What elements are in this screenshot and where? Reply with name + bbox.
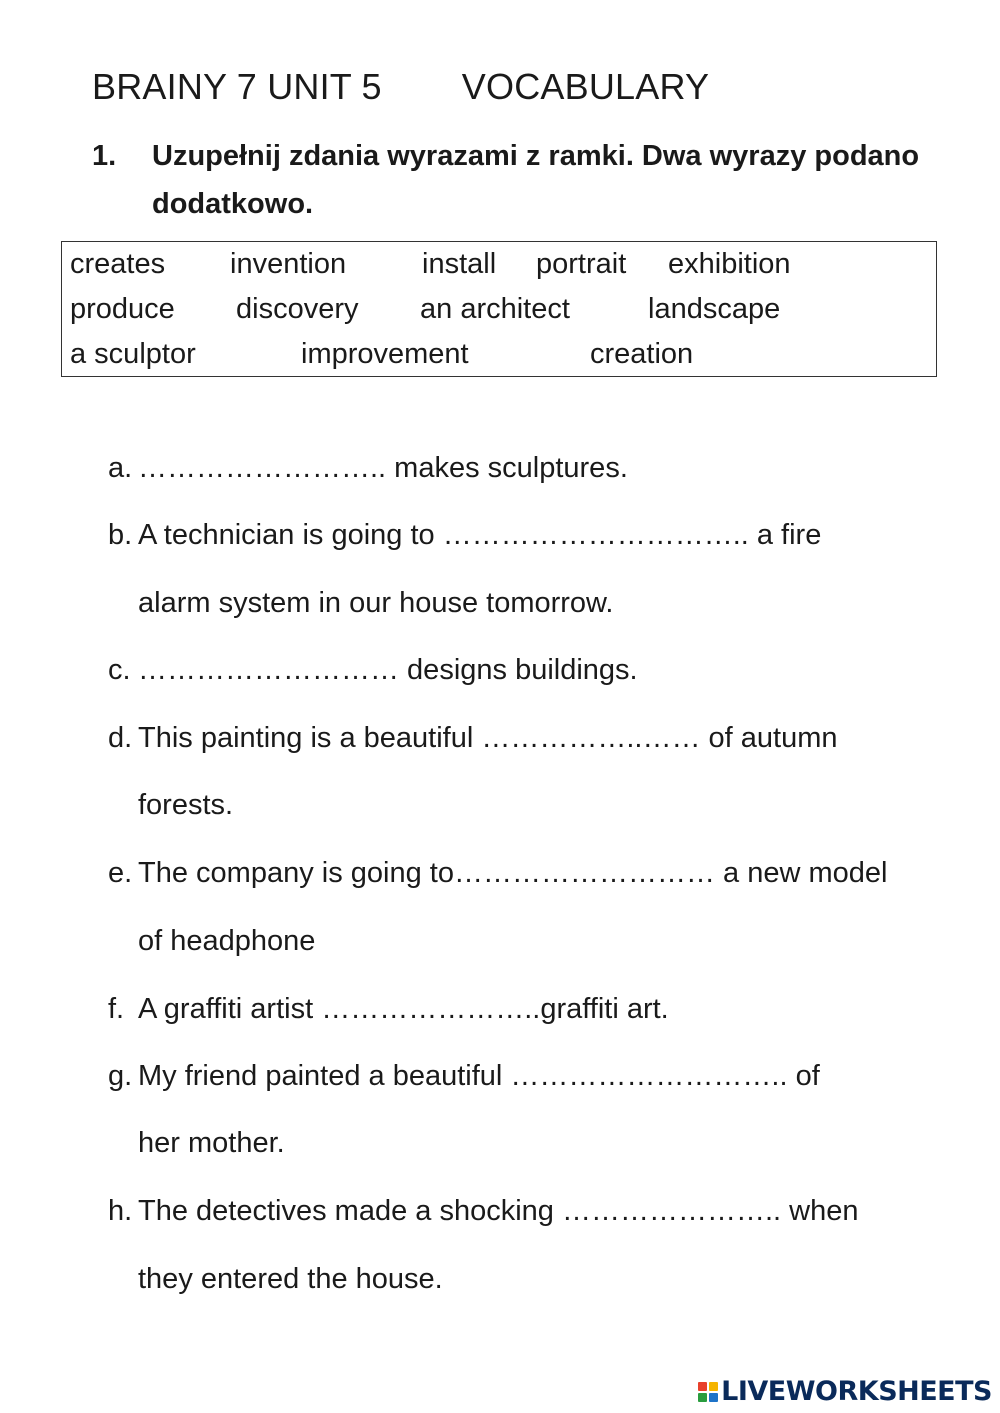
- logo-square: [709, 1382, 718, 1391]
- task-text: Uzupełnij zdania wyrazami z ramki. Dwa wyrazy podano dodatkowo.: [152, 140, 920, 220]
- question-g-continuation: her mother.: [138, 1127, 285, 1159]
- word-box-item: creates: [70, 248, 166, 280]
- question-letter: f.: [108, 993, 125, 1025]
- word-box-item: install: [422, 248, 497, 280]
- word-box-item: discovery: [236, 293, 359, 325]
- question-letter: a.: [108, 452, 133, 484]
- liveworksheets-logo[interactable]: [698, 1376, 992, 1407]
- word-box-item: an architect: [420, 293, 570, 325]
- question-letter: e.: [108, 857, 133, 889]
- logo-brand-text: LIVEWORKSHEETS: [721, 1376, 992, 1407]
- word-box-item: portrait: [536, 248, 627, 280]
- question-letter: d.: [108, 722, 133, 754]
- question-text: A graffiti artist …………………..graffiti art.: [138, 993, 669, 1025]
- question-text: The company is going to……………………… a new model: [138, 857, 888, 889]
- question-letter: c.: [108, 654, 131, 686]
- word-box-item: a sculptor: [70, 338, 196, 370]
- word-box-item: improvement: [301, 338, 469, 370]
- logo-grid-icon: [698, 1382, 718, 1402]
- logo-square: [698, 1393, 707, 1402]
- task-number: 1.: [92, 140, 117, 172]
- question-b-continuation: alarm system in our house tomorrow.: [138, 587, 614, 619]
- page-title: [92, 66, 709, 108]
- word-box-item: exhibition: [668, 248, 791, 280]
- question-text: This painting is a beautiful ……………..…… of autumn: [138, 722, 838, 754]
- question-d-continuation: forests.: [138, 789, 234, 821]
- word-box-item: produce: [70, 293, 175, 325]
- question-letter: g.: [108, 1060, 133, 1092]
- question-text: …………………….. makes sculptures.: [138, 452, 628, 484]
- word-box: [61, 241, 937, 377]
- word-box-item: invention: [230, 248, 347, 280]
- question-h-continuation: they entered the house.: [138, 1263, 443, 1295]
- question-letter: h.: [108, 1195, 133, 1227]
- task-instruction: [92, 132, 952, 228]
- word-box-item: creation: [590, 338, 694, 370]
- question-text: A technician is going to ………………………….. a fire: [138, 519, 822, 551]
- logo-square: [709, 1393, 718, 1402]
- question-text: The detectives made a shocking ………………….. when: [138, 1195, 859, 1227]
- logo-square: [698, 1382, 707, 1391]
- title-unit: BRAINY 7 UNIT 5: [92, 66, 382, 107]
- question-text: ……………………… designs buildings.: [138, 654, 638, 686]
- title-section: VOCABULARY: [461, 66, 710, 107]
- question-e-continuation: of headphone: [138, 925, 316, 957]
- question-letter: b.: [108, 519, 133, 551]
- question-text: My friend painted a beautiful ……………………….. of: [138, 1060, 820, 1092]
- word-box-item: landscape: [648, 293, 781, 325]
